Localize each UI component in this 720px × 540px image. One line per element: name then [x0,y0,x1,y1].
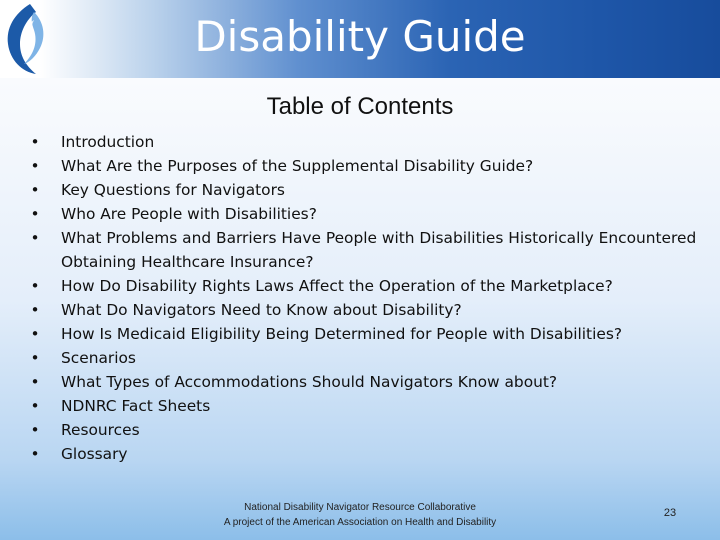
toc-item [28,370,708,394]
bullet-icon: • [30,277,40,295]
page-number: 23 [663,507,677,519]
bullet-icon: • [30,373,40,391]
toc-item [28,226,708,274]
toc-item [28,130,708,154]
bullet-icon: • [30,421,40,439]
footer-tagline: A project of the American Association on Health and Disability [223,517,497,528]
toc-item-label: What Problems and Barriers Have People with Disabilities Historically Encountered Obtaining Healthcare Insurance? [61,229,697,271]
toc-heading: Table of Contents [266,93,454,120]
toc-item [28,154,708,178]
bullet-icon: • [30,397,40,415]
bullet-icon: • [30,349,40,367]
toc-item-label: What Do Navigators Need to Know about Disability? [61,301,462,319]
toc-item [28,178,708,202]
footer-organization: National Disability Navigator Resource Collaborative [244,502,476,513]
toc-item-label: What Types of Accommodations Should Navigators Know about? [61,373,558,391]
toc-item [28,322,708,346]
toc-item-label: What Are the Purposes of the Supplemental Disability Guide? [61,157,534,175]
bullet-icon: • [30,133,40,151]
toc-item [28,298,708,322]
toc-item-label: Introduction [61,133,155,151]
bullet-icon: • [30,181,40,199]
bullet-icon: • [30,157,40,175]
toc-item [28,346,708,370]
toc-item-label: Who Are People with Disabilities? [61,205,317,223]
bullet-icon: • [30,325,40,343]
toc-item [28,274,708,298]
toc-item [28,202,708,226]
bullet-icon: • [30,205,40,223]
toc-item-label: How Do Disability Rights Laws Affect the Operation of the Marketplace? [61,277,613,295]
title-banner [0,0,720,78]
toc-item-label: Resources [61,421,140,439]
toc-list [28,130,708,466]
toc-item [28,394,708,418]
footer [150,500,570,530]
toc-item-label: NDNRC Fact Sheets [61,397,211,415]
toc-item-label: How Is Medicaid Eligibility Being Determined for People with Disabilities? [61,325,623,343]
toc-item [28,418,708,442]
bullet-icon: • [30,229,40,247]
slide-title: Disability Guide [194,12,526,61]
bullet-icon: • [30,301,40,319]
bullet-icon: • [30,445,40,463]
toc-item-label: Glossary [61,445,128,463]
toc-item [28,442,708,466]
toc-item-label: Key Questions for Navigators [61,181,285,199]
toc-item-label: Scenarios [61,349,136,367]
